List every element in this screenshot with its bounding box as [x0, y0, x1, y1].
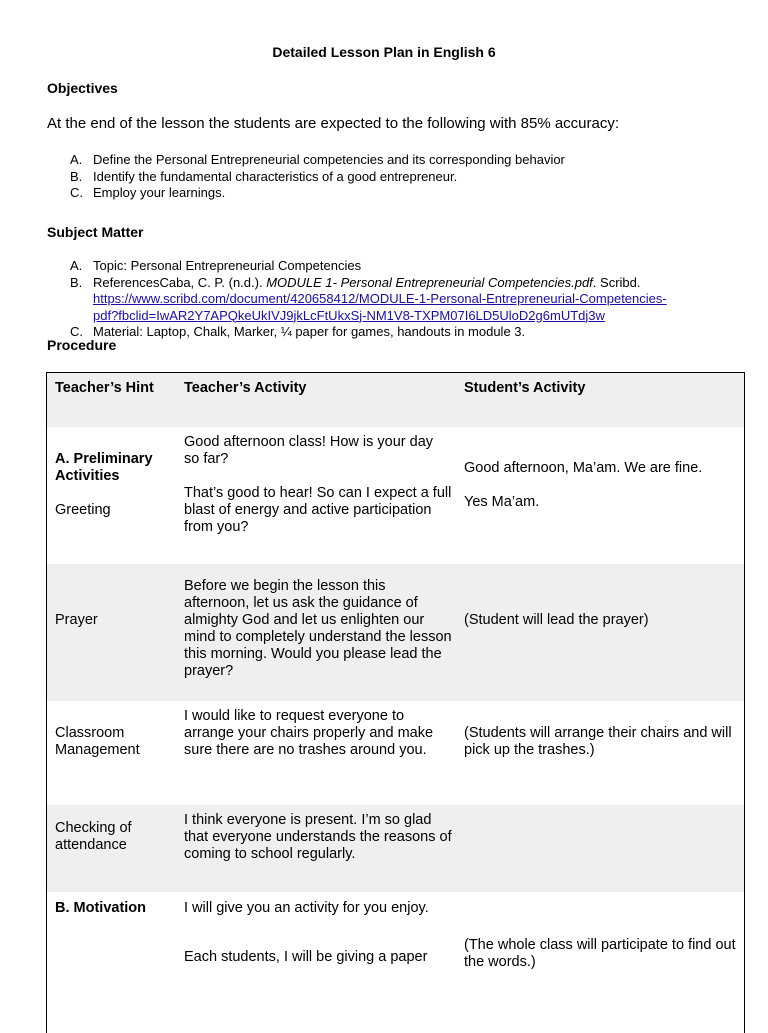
- objectives-intro: At the end of the lesson the students are expected to the following with 85% accuracy:: [47, 115, 620, 132]
- table-row: [47, 701, 744, 805]
- teacher-text: Good afternoon class! How is your day so far?: [184, 434, 434, 467]
- list-item: C. Employ your learnings.: [70, 185, 226, 200]
- reference-link[interactable]: https://www.scribd.com/document/420658412/MODULE-1-Personal-Entrepreneurial-Competencies- pdf?fbclid=IwAR2Y7APQkeUkIVJ9jkLcFtUkxSj-NM1V8-TXPM07I6LD5UloD2g6mUTdj3w: [93, 291, 667, 323]
- table-row: [47, 427, 744, 564]
- procedure-heading: Procedure: [47, 337, 117, 353]
- teacher-text: I think everyone is present. I’m so glad that everyone understands the reasons of coming to school regularly.: [184, 812, 452, 862]
- procedure-table: [46, 372, 745, 1033]
- row-hint: Checking of attendance: [55, 820, 132, 853]
- row-hint: Classroom Management: [55, 725, 140, 758]
- teacher-text: I will give you an activity for you enjoy.: [184, 900, 429, 916]
- document-title: Detailed Lesson Plan in English 6: [272, 44, 496, 60]
- row-hint-bold: A. Preliminary Activities: [55, 451, 153, 484]
- student-text: (The whole class will participate to find out the words.): [464, 937, 736, 970]
- student-text: Yes Ma’am.: [464, 494, 540, 510]
- teacher-text: That’s good to hear! So can I expect a full blast of energy and active participation from you?: [184, 485, 452, 535]
- subject-matter-list: [47, 258, 737, 341]
- column-header-hint: Teacher’s Hint: [55, 380, 154, 396]
- table-header-row: [47, 373, 744, 427]
- student-text: Good afternoon, Ma’am. We are fine.: [464, 460, 703, 476]
- teacher-text: Each students, I will be giving a paper: [184, 949, 428, 965]
- list-item: A. Topic: Personal Entrepreneurial Competencies: [70, 258, 362, 273]
- list-item: A. Define the Personal Entrepreneurial competencies and its corresponding behavior: [70, 152, 565, 167]
- table-row: [47, 564, 744, 701]
- row-hint-bold: B. Motivation: [55, 900, 147, 916]
- objectives-heading: Objectives: [47, 80, 118, 96]
- list-item: B. Identify the fundamental characteristics of a good entrepreneur.: [70, 168, 458, 184]
- table-row: [47, 892, 744, 1033]
- row-hint: Prayer: [55, 612, 98, 628]
- teacher-text: Before we begin the lesson this afternoon, let us ask the guidance of almighty God and let us enlighten our mind to completely understand the lesson this morning. Would you please lead the prayer?: [184, 578, 452, 679]
- list-item: B. ReferencesCaba, C. P. (n.d.). MODULE 1- Personal Entrepreneurial Competencies.pdf. Scribd. https://www.scribd.com/document/420658412/MODULE-1-Personal-Entrepreneurial-Competencies- pdf?fbclid=IwAR2Y7APQkeUkIVJ9jkLcFtUkxSj-NM1V8-TXPM07I6LD5UloD2g6mUTdj3w: [70, 274, 667, 323]
- objectives-list: [47, 152, 737, 202]
- list-item: C. Material: Laptop, Chalk, Marker, ¼ paper for games, handouts in module 3.: [70, 324, 526, 339]
- table-row: [47, 805, 744, 892]
- subject-matter-heading: Subject Matter: [47, 224, 144, 240]
- student-text: (Student will lead the prayer): [464, 612, 649, 628]
- column-header-teacher: Teacher’s Activity: [184, 380, 307, 396]
- student-text: (Students will arrange their chairs and will pick up the trashes.): [464, 725, 732, 758]
- column-header-student: Student’s Activity: [464, 380, 586, 396]
- row-hint: Greeting: [55, 502, 111, 518]
- teacher-text: I would like to request everyone to arrange your chairs properly and make sure there are no trashes around you.: [184, 708, 434, 758]
